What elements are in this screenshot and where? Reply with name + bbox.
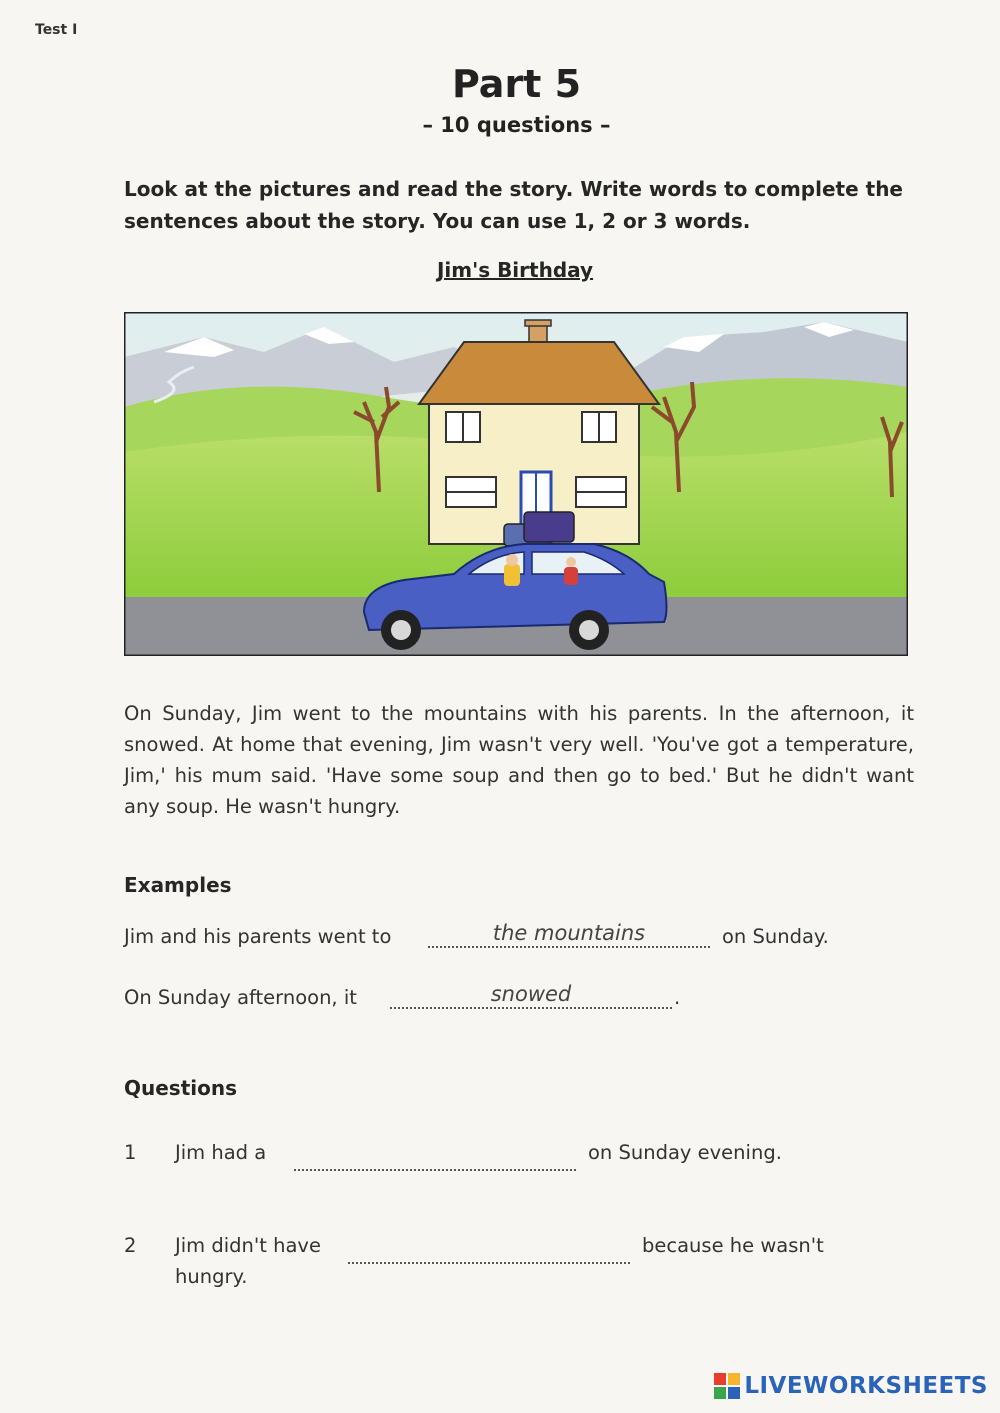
- example-2-after: .: [674, 986, 681, 1009]
- page-title: Part 5: [451, 62, 582, 106]
- example-2-blank: snowed: [390, 981, 672, 1009]
- examples-heading: Examples: [124, 873, 232, 897]
- logo-text: LIVEWORKSHEETS: [744, 1373, 988, 1399]
- question-1-after: on Sunday evening.: [588, 1141, 782, 1164]
- question-2-text: Jim didn't have: [175, 1234, 321, 1257]
- page-subtitle: – 10 questions –: [422, 113, 611, 137]
- liveworksheets-logo-icon: [714, 1373, 740, 1399]
- instructions: Look at the pictures and read the story. Write words to complete the sentences about the story. You can use 1, 2 or 3 words.: [124, 177, 903, 233]
- questions-heading: Questions: [124, 1076, 238, 1100]
- question-2-after-line2: hungry.: [175, 1265, 248, 1288]
- question-1-number: 1: [124, 1141, 137, 1164]
- question-2-after: because he wasn't: [642, 1234, 824, 1257]
- example-1-blank: the mountains: [428, 920, 710, 948]
- example-1-text: Jim and his parents went to: [124, 925, 392, 948]
- example-1-after: on Sunday.: [722, 925, 829, 948]
- house-illustration: [419, 320, 659, 544]
- story-picture: [124, 312, 908, 656]
- question-1-answer-input[interactable]: [294, 1143, 576, 1171]
- question-1-text: Jim had a: [175, 1141, 267, 1164]
- test-label: Test I: [35, 22, 78, 38]
- story-text: On Sunday, Jim went to the mountains with his parents. In the afternoon, it snowed. At home that evening, Jim wasn't very well. 'You've got a temperature, Jim,' his mum said. 'Have some soup and then go to bed.' But he didn't want any soup. He wasn't hungry.: [124, 702, 914, 818]
- story-title: Jim's Birthday: [436, 258, 594, 282]
- liveworksheets-logo: [714, 1371, 988, 1401]
- example-2-text: On Sunday afternoon, it: [124, 986, 357, 1009]
- question-2-number: 2: [124, 1234, 137, 1257]
- question-2-answer-input[interactable]: [348, 1236, 630, 1264]
